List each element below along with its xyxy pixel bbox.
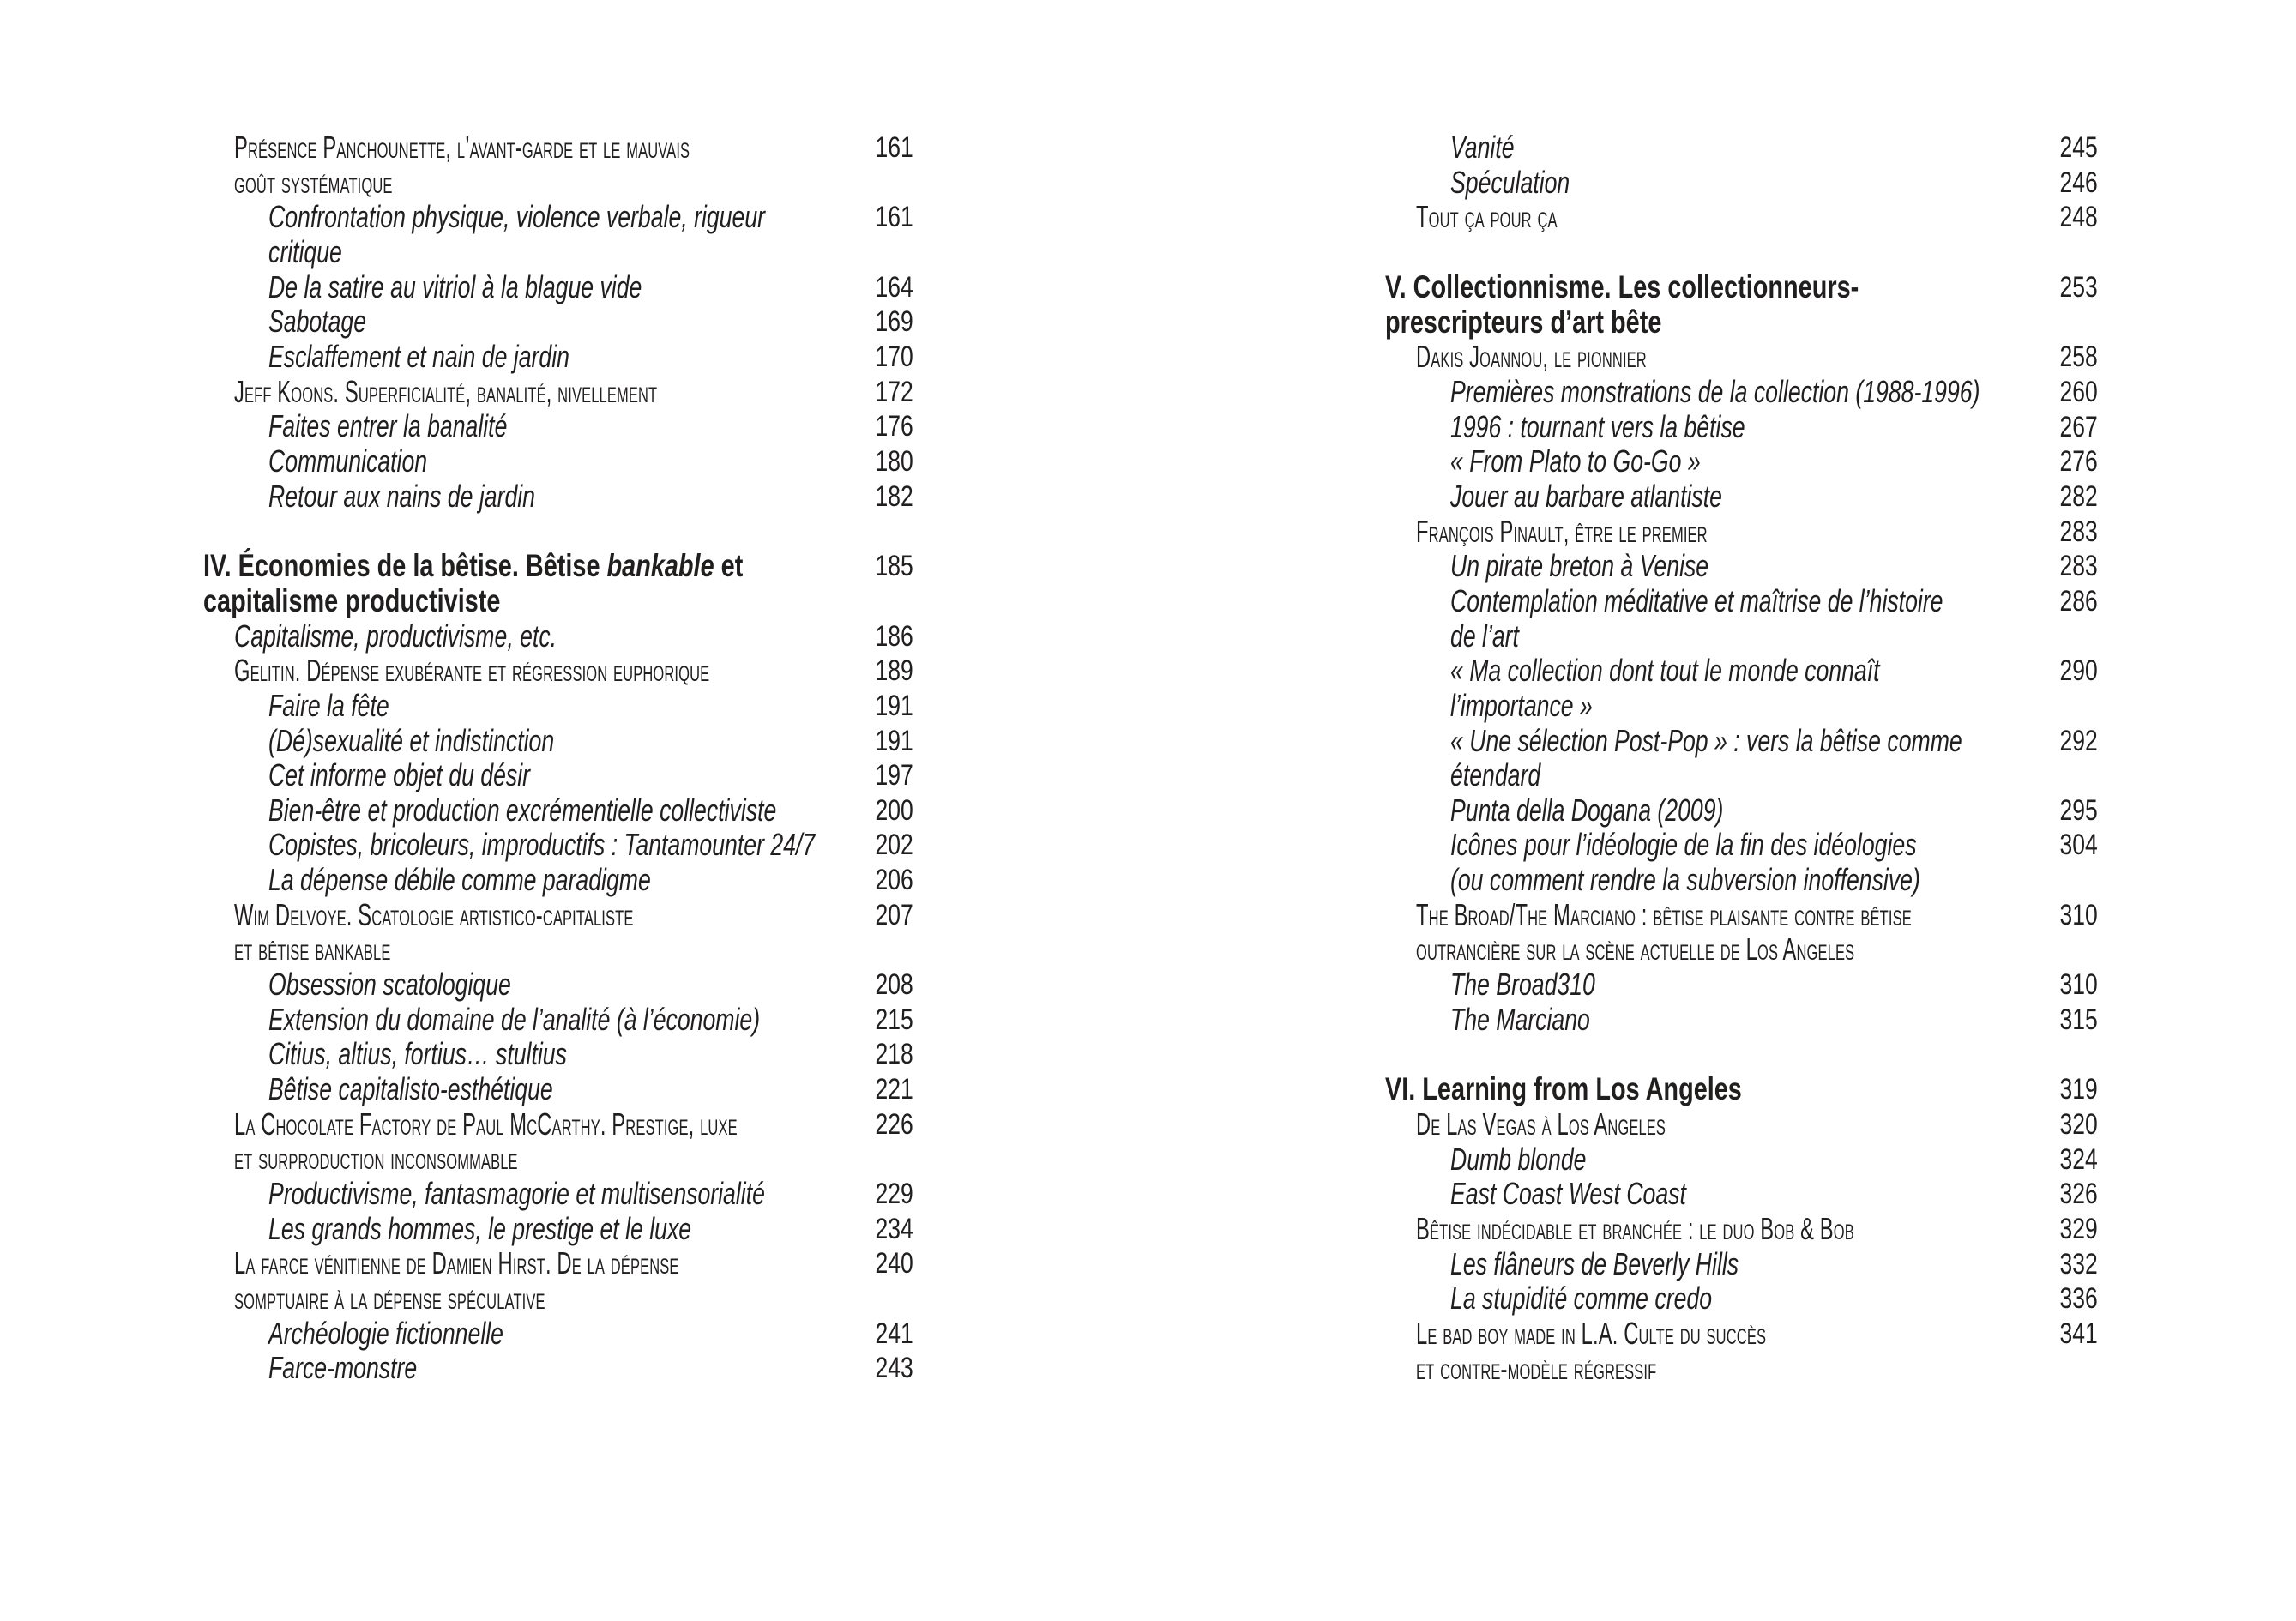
toc-entry-title (1416, 340, 1647, 375)
toc-entry-title (268, 967, 511, 1003)
toc-entry (1450, 130, 2098, 166)
toc-entry-title (234, 130, 690, 200)
toc-entry-title (268, 793, 776, 829)
toc-entry (1416, 1317, 2098, 1386)
toc-entry-title-part: capitalisme productiviste (203, 582, 501, 618)
toc-entry-title (268, 1072, 553, 1107)
toc-entry (234, 1107, 913, 1177)
toc-entry-title-part: V. Collectionnisme. Les collectionneurs- (1385, 268, 1859, 304)
toc-entry (268, 1212, 913, 1247)
toc-entry-page-number: 245 (2059, 131, 2098, 164)
toc-entry-title (268, 689, 389, 724)
toc-entry-title-part: La dépense débile comme paradigme (268, 862, 651, 898)
toc-entry-title-part: Copistes, bricoleurs, improductifs : Tantamounter 24/7 (268, 827, 816, 863)
toc-entry-title-part: De Las Vegas à Los Angeles (1416, 1106, 1666, 1142)
toc-entry-page-number: 310 (2059, 968, 2098, 1002)
toc-entry-title-part: étendard (1450, 757, 1541, 793)
toc-entry-title (1450, 584, 1943, 654)
toc-entry-page-number: 336 (2059, 1282, 2098, 1316)
toc-entry-title (1450, 1003, 1590, 1038)
toc-entry-title (268, 304, 366, 340)
toc-entry-title-part: Bêtise indécidable et branchée : le duo Bob & Bob (1416, 1211, 1854, 1247)
toc-entry-page-number: 315 (2059, 1003, 2098, 1036)
toc-entry (1416, 340, 2098, 375)
toc-entry-page-number: 185 (875, 550, 913, 583)
toc-entry-title-part: Capitalisme, productivisme, etc. (234, 618, 557, 654)
toc-entry-title-part: Icônes pour l’idéologie de la fin des idéologies (1450, 827, 1917, 863)
toc-entry (1450, 410, 2098, 445)
toc-entry-title-part: VI. Learning from Los Angeles (1385, 1071, 1742, 1107)
toc-entry-title-part: Le bad boy made in L.A. Culte du succès (1416, 1316, 1767, 1351)
toc-entry-title-part: outrancière sur la scène actuelle de Los Angeles (1416, 931, 1855, 967)
toc-entry-page-number: 283 (2059, 515, 2098, 548)
toc-entry-title (268, 479, 535, 515)
toc-entry (1450, 479, 2098, 515)
toc-entry-title (1450, 375, 1980, 410)
toc-entry (268, 1317, 913, 1352)
toc-entry-page-number: 206 (875, 864, 913, 897)
toc-entry (268, 304, 913, 340)
toc-entry-title (234, 1246, 679, 1316)
toc-entry-page-number: 260 (2059, 375, 2098, 408)
toc-entry-title-part: et contre-modèle régressif (1416, 1350, 1657, 1386)
toc-entry (234, 1246, 913, 1316)
toc-entry-page-number: 240 (875, 1247, 913, 1281)
toc-entry-title-part: Gelitin. Dépense exubérante et régression euphorique (234, 653, 710, 689)
toc-entry-title-part: « Ma collection dont tout le monde connaît (1450, 653, 1880, 689)
toc-entry-title-part: de l’art (1450, 618, 1519, 654)
toc-entry-title (1416, 1212, 1854, 1247)
toc-entry (268, 967, 913, 1003)
toc-entry-page-number: 283 (2059, 550, 2098, 583)
toc-entry-title (1450, 549, 1708, 584)
toc-entry (268, 724, 913, 759)
toc-entry-title-part: Premières monstrations de la collection (1988-1996) (1450, 373, 1980, 409)
toc-entry-page-number: 180 (875, 444, 913, 478)
toc-entry-page-number: 241 (875, 1317, 913, 1350)
toc-entry-page-number: 170 (875, 340, 913, 373)
toc-entry-title (234, 654, 709, 689)
toc-entry-title-part: « Une sélection Post-Pop » : vers la bêtise comme (1450, 722, 1962, 758)
toc-entry-title (234, 898, 634, 967)
toc-entry (268, 1177, 913, 1212)
toc-entry-title-part: Punta della Dogana (2009) (1450, 792, 1724, 828)
toc-entry-title (1450, 1281, 1712, 1317)
toc-entry-page-number: 310 (2059, 898, 2098, 931)
toc-entry-title-part: La stupidité comme credo (1450, 1281, 1713, 1317)
toc-entry-title-part: Bien-être et production excrémentielle collectiviste (268, 792, 777, 828)
toc-entry (268, 1003, 913, 1038)
toc-entry-title (1450, 1142, 1586, 1178)
toc-entry (1450, 1247, 2098, 1282)
toc-entry-title-part: Faire la fête (268, 687, 389, 723)
toc-entry-title (268, 270, 642, 305)
toc-entry (268, 340, 913, 375)
toc-entry-title-part: « From Plato to Go-Go » (1450, 443, 1701, 479)
toc-entry-title (1450, 166, 1570, 201)
toc-entry-title (268, 409, 507, 444)
toc-entry-title-part: The Broad/The Marciano : bêtise plaisante contre bêtise (1416, 896, 1912, 932)
toc-entry (1416, 515, 2098, 550)
toc-entry-page-number: 218 (875, 1038, 913, 1071)
toc-entry-title-part: Communication (268, 443, 428, 479)
toc-entry-title (1416, 1107, 1666, 1142)
toc-entry-title (268, 340, 569, 375)
toc-entry-page-number: 186 (875, 619, 913, 653)
toc-entry-title (1450, 793, 1723, 829)
toc-entry-title-part: The Broad310 (1450, 967, 1595, 1003)
toc-entry-title-part: Retour aux nains de jardin (268, 478, 535, 514)
toc-entry (234, 375, 913, 410)
toc-entry-page-number: 276 (2059, 445, 2098, 479)
toc-entry (1450, 1281, 2098, 1317)
toc-entry-page-number: 292 (2059, 724, 2098, 757)
toc-entry-title-part: Spéculation (1450, 164, 1570, 200)
toc-entry (1450, 654, 2098, 723)
toc-entry-title-part: Esclaffement et nain de jardin (268, 338, 569, 374)
toc-entry-page-number: 229 (875, 1178, 913, 1211)
toc-entry-title (268, 1212, 691, 1247)
toc-entry-title (268, 1037, 567, 1072)
toc-entry (268, 409, 913, 444)
toc-entry (1450, 793, 2098, 829)
toc-entry (1450, 166, 2098, 201)
toc-entry-page-number: 208 (875, 968, 913, 1002)
toc-entry (1416, 200, 2098, 235)
toc-entry (268, 1037, 913, 1072)
toc-entry-page-number: 319 (2059, 1073, 2098, 1106)
toc-entry-page-number: 202 (875, 829, 913, 862)
toc-entry-title (1450, 967, 1595, 1003)
toc-entry-page-number: 341 (2059, 1317, 2098, 1350)
toc-entry (268, 1351, 913, 1386)
toc-entry (203, 549, 913, 618)
toc-entry-title-part: The Marciano (1450, 1001, 1590, 1037)
toc-entry-page-number: 189 (875, 654, 913, 688)
toc-entry (268, 444, 913, 479)
toc-entry (1450, 375, 2098, 410)
toc-entry-title-part: (ou comment rendre la subversion inoffensive) (1450, 862, 1920, 898)
toc-entry-page-number: 286 (2059, 584, 2098, 618)
toc-entry-page-number: 215 (875, 1003, 913, 1036)
toc-entry (1450, 549, 2098, 584)
toc-entry-title-part: La Chocolate Factory de Paul McCarthy. Prestige, luxe (234, 1106, 738, 1142)
toc-entry (268, 828, 913, 863)
toc-entry-title (234, 375, 657, 410)
toc-entry-title (268, 200, 765, 269)
toc-entry-title-part: Dakis Joannou, le pionnier (1416, 339, 1647, 375)
toc-entry-title (268, 724, 554, 759)
toc-entry-title-part: Wim Delvoye. Scatologie artistico-capitaliste (234, 896, 634, 932)
toc-entry (1450, 1142, 2098, 1178)
toc-entry-page-number: 324 (2059, 1142, 2098, 1176)
toc-entry-title-part: East Coast West Coast (1450, 1176, 1686, 1212)
toc-entry-title-part: 1996 : tournant vers la bêtise (1450, 408, 1745, 444)
toc-entry (1450, 584, 2098, 654)
toc-entry-title (268, 1351, 417, 1386)
toc-entry-title-part: Obsession scatologique (268, 967, 511, 1003)
toc-entry-title-part: critique (268, 233, 342, 269)
toc-entry-page-number: 169 (875, 305, 913, 339)
toc-entry-page-number: 267 (2059, 410, 2098, 443)
toc-entry (234, 619, 913, 654)
toc-entry-page-number: 226 (875, 1107, 913, 1141)
toc-entry (1416, 1107, 2098, 1142)
toc-entry (268, 758, 913, 793)
toc-entry-title (268, 1317, 503, 1352)
toc-entry (268, 200, 913, 269)
toc-entry (234, 130, 913, 200)
toc-column-left (203, 130, 913, 1386)
toc-entry-page-number: 191 (875, 689, 913, 722)
toc-entry-title (234, 1107, 738, 1177)
toc-entry-page-number: 282 (2059, 479, 2098, 513)
toc-entry-title-part: La farce vénitienne de Damien Hirst. De la dépense (234, 1245, 679, 1281)
toc-entry (268, 863, 913, 898)
toc-entry-title-part: Confrontation physique, violence verbale, rigueur (268, 199, 766, 235)
toc-entry-page-number: 243 (875, 1352, 913, 1385)
toc-entry (1450, 1003, 2098, 1038)
toc-entry-title-part: Faites entrer la banalité (268, 408, 508, 444)
toc-entry-title-part: Archéologie fictionnelle (268, 1315, 503, 1351)
toc-entry-page-number: 332 (2059, 1247, 2098, 1281)
toc-entry-title (1450, 130, 1515, 166)
toc-entry-title-part: et bêtise bankable (234, 931, 391, 967)
toc-entry-title-part: Dumb blonde (1450, 1141, 1587, 1177)
toc-entry-page-number: 248 (2059, 201, 2098, 234)
toc-entry-title-part: Un pirate breton à Venise (1450, 548, 1709, 584)
toc-entry-title (1385, 1072, 1742, 1107)
toc-entry-page-number: 290 (2059, 654, 2098, 688)
toc-entry-title (1416, 515, 1708, 550)
toc-entry-title-part: François Pinault, être le premier (1416, 513, 1708, 549)
toc-entry-title (1450, 828, 1920, 897)
toc-entry-title-part: Farce-monstre (268, 1350, 418, 1386)
toc-entry-page-number: 164 (875, 270, 913, 304)
toc-entry-title (1416, 1317, 1766, 1386)
toc-entry-title (1416, 898, 1912, 967)
toc-entry-page-number: 182 (875, 479, 913, 513)
toc-entry (234, 898, 913, 967)
toc-entry-page-number: 176 (875, 410, 913, 443)
toc-entry-title-part: IV. Économies de la bêtise. Bêtise (203, 548, 607, 584)
toc-entry-page-number: 161 (875, 201, 913, 234)
toc-entry-title-part: Présence Panchounette, l’avant-garde et le mauvais (234, 130, 690, 165)
toc-entry-title-part: Contemplation méditative et maîtrise de l’histoire (1450, 582, 1943, 618)
toc-entry (1385, 1072, 2098, 1107)
toc-entry-title (268, 758, 530, 793)
toc-entry-page-number: 234 (875, 1212, 913, 1245)
toc-entry-page-number: 246 (2059, 166, 2098, 199)
toc-entry (268, 793, 913, 829)
toc-entry-title (268, 444, 427, 479)
toc-entry-title-part: Tout ça pour ça (1416, 199, 1558, 235)
toc-entry-title-part: et (714, 548, 744, 584)
toc-entry (268, 1072, 913, 1107)
toc-entry-title-part: Jeff Koons. Superficialité, banalité, nivellement (234, 373, 658, 409)
toc-entry-title (1450, 410, 1745, 445)
toc-entry (1450, 967, 2098, 1003)
toc-entry-title-part: prescripteurs d’art bête (1385, 304, 1662, 340)
toc-entry-title (1450, 654, 1880, 723)
toc-entry-page-number: 304 (2059, 829, 2098, 862)
toc-column-right (1385, 130, 2098, 1386)
toc-entry-title-italic-part: bankable (606, 548, 714, 584)
toc-entry-page-number: 197 (875, 759, 913, 792)
toc-entry-title (1450, 1247, 1739, 1282)
toc-entry-title-part: goût systématique (234, 164, 393, 200)
toc-entry-title (1450, 444, 1701, 479)
toc-entry-title-part: et surproduction inconsommable (234, 1141, 518, 1177)
toc-entry-title-part: De la satire au vitriol à la blague vide (268, 268, 642, 304)
toc-entry (1450, 1177, 2098, 1212)
toc-entry (1416, 1212, 2098, 1247)
toc-entry (1450, 724, 2098, 793)
toc-entry-title (268, 863, 651, 898)
toc-entry-title-part: Bêtise capitalisto-esthétique (268, 1071, 553, 1107)
toc-entry-title (268, 1177, 765, 1212)
toc-entry-title (1385, 270, 1859, 340)
toc-entry-title-part: Sabotage (268, 304, 367, 340)
toc-entry-title-part: l’importance » (1450, 687, 1593, 723)
toc-entry-title-part: Les grands hommes, le prestige et le luxe (268, 1210, 692, 1246)
toc-entry-title (1450, 724, 1962, 793)
toc-entry-title (268, 1003, 760, 1038)
toc-entry (1385, 270, 2098, 340)
toc-entry-page-number: 200 (875, 793, 913, 827)
toc-entry (234, 654, 913, 689)
toc-entry-title-part: Citius, altius, fortius… stultius (268, 1036, 567, 1072)
toc-entry-page-number: 221 (875, 1073, 913, 1106)
toc-entry-page-number: 326 (2059, 1178, 2098, 1211)
toc-entry-page-number: 329 (2059, 1213, 2098, 1246)
toc-entry-page-number: 172 (875, 375, 913, 408)
toc-entry-page-number: 295 (2059, 793, 2098, 827)
toc-entry-page-number: 253 (2059, 270, 2098, 304)
toc-entry-title-part: (Dé)sexualité et indistinction (268, 722, 555, 758)
toc-entry-title (203, 549, 743, 618)
toc-entry (1450, 444, 2098, 479)
toc-entry-title (234, 619, 557, 654)
toc-entry-title-part: Les flâneurs de Beverly Hills (1450, 1245, 1739, 1281)
toc-entry-title (268, 828, 815, 863)
toc-entry (1416, 898, 2098, 967)
toc-entry (268, 689, 913, 724)
toc-entry (1450, 828, 2098, 897)
toc-entry-page-number: 161 (875, 131, 913, 164)
toc-entry (268, 270, 913, 305)
toc-entry-title-part: somptuaire à la dépense spéculative (234, 1281, 545, 1316)
toc-entry-page-number: 320 (2059, 1108, 2098, 1142)
toc-entry-page-number: 207 (875, 898, 913, 931)
toc-entry-page-number: 258 (2059, 340, 2098, 374)
toc-entry-page-number: 191 (875, 724, 913, 757)
toc-entry-title-part: Cet informe objet du désir (268, 757, 531, 793)
toc-entry-title (1450, 1177, 1686, 1212)
toc-entry-title-part: Jouer au barbare atlantiste (1450, 478, 1722, 514)
toc-entry-title-part: Productivisme, fantasmagorie et multisensorialité (268, 1176, 765, 1212)
toc-entry-title (1416, 200, 1558, 235)
toc-entry (268, 479, 913, 515)
toc-entry-title (1450, 479, 1722, 515)
toc-entry-title-part: Vanité (1450, 130, 1515, 165)
toc-entry-title-part: Extension du domaine de l’analité (à l’économie) (268, 1001, 761, 1037)
